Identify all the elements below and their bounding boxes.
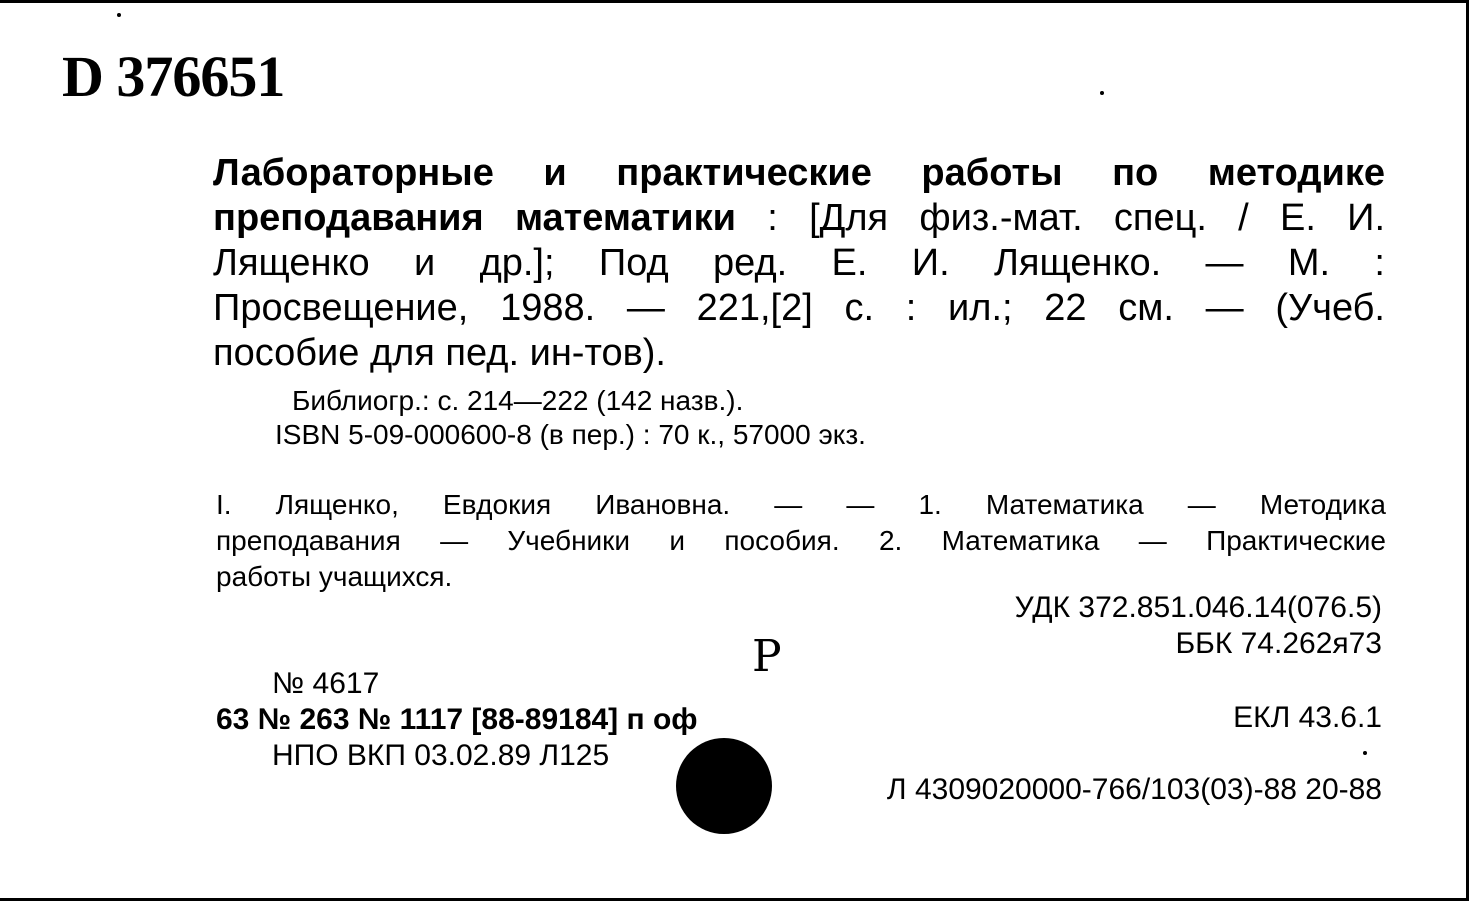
tracing-line-1: I. Лященко, Евдокия Ивановна. — — 1. Математика — Методика xyxy=(216,489,1386,520)
title-line-3: Лященко и др.]; Под ред. Е. И. Лященко. — М. : xyxy=(213,242,1385,284)
bibliographic-description xyxy=(213,151,1385,376)
bibliography-note: Библиогр.: с. 214—222 (142 назв.). xyxy=(292,385,744,416)
card-number: № 4617 xyxy=(272,667,380,700)
tracing-line-3: работы учащихся. xyxy=(216,561,453,592)
ink-speck xyxy=(117,13,121,17)
l-code: Л 4309020000-766/103(03)-88 20-88 xyxy=(886,773,1382,806)
punch-hole xyxy=(676,738,772,834)
title-bold-part: преподавания математики xyxy=(213,197,737,239)
title-line-1 xyxy=(213,151,1385,196)
tracing-line-2: преподавания — Учебники и пособия. 2. Математика — Практические xyxy=(216,525,1386,556)
npo-line: НПО ВКП 03.02.89 Л125 xyxy=(272,739,610,772)
title-line-2 xyxy=(213,196,1385,241)
call-number: D 376651 xyxy=(62,44,285,109)
publication-line: Просвещение, 1988. — 221,[2] с. : ил.; 22 см. — (Учеб. xyxy=(213,287,1385,329)
series-line: пособие для пед. ин-тов). xyxy=(213,332,666,374)
handwritten-mark: Р xyxy=(752,631,782,682)
isbn-note: ISBN 5-09-000600-8 (в пер.) : 70 к., 57000 экз. xyxy=(275,419,866,450)
title-bold-part: Лабораторные и практические работы по методике xyxy=(213,152,1385,194)
ink-speck xyxy=(1363,751,1367,755)
bbk-code: ББК 74.262я73 xyxy=(1175,627,1382,660)
ekl-code: ЕКЛ 43.6.1 xyxy=(1233,701,1382,734)
ink-speck xyxy=(1100,91,1104,95)
subject-tracing xyxy=(216,487,1386,595)
title-responsibility: : [Для физ.-мат. спец. / Е. И. xyxy=(736,197,1385,239)
udk-code: УДК 372.851.046.14(076.5) xyxy=(1014,591,1382,624)
print-line: 63 № 263 № 1117 [88-89184] п оф xyxy=(216,703,698,736)
